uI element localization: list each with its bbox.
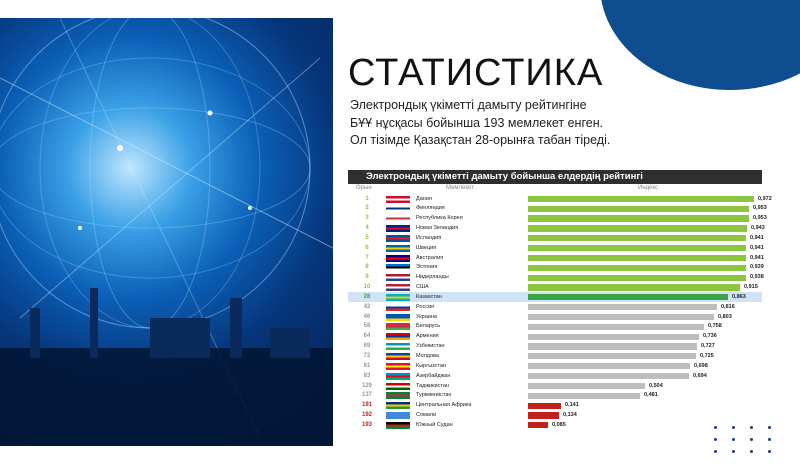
flag-icon [386,383,410,390]
table-row [348,312,762,322]
decor-dot [768,438,771,441]
index-bar [528,363,690,369]
row-rank: 192 [361,412,372,419]
table-row [348,224,765,234]
row-rank: 1 [365,195,369,202]
index-bar [528,235,746,241]
row-rank: 42 [363,303,371,310]
table-row [348,273,762,283]
row-rank: 4 [365,225,369,232]
table-row [348,283,762,293]
decor-dot [732,438,735,441]
index-value: 0,941 [750,254,764,261]
decor-dot [750,438,753,441]
index-value: 0,141 [565,402,579,409]
table-row [348,391,762,401]
decor-dot [768,450,771,453]
row-country: Центральная Африка [416,402,472,409]
row-rank: 8 [365,264,369,271]
row-country: Сомали [416,412,437,419]
row-country: Новая Зеландия [416,225,459,232]
row-country: Кыргызстан [416,362,446,369]
index-bar [528,373,689,379]
index-bar [528,412,559,418]
table-row [348,332,762,342]
index-bar [528,422,548,428]
subtitle-line: Электрондық үкіметті дамыту рейтингіне [350,98,587,112]
row-country: Южный Судан [416,421,453,428]
index-value: 0,725 [700,353,714,359]
flag-icon [386,215,410,222]
table-header [348,184,762,194]
flag-icon [386,284,410,291]
index-value: 0,803 [718,313,732,320]
row-rank: 193 [361,421,372,428]
row-rank: 191 [361,402,372,409]
flag-icon [386,343,410,350]
index-value: 0,481 [644,392,658,399]
decor-dot [750,426,753,429]
decor-dot [768,426,771,429]
row-rank: 6 [365,244,369,251]
index-value: 0,698 [694,362,708,369]
index-value: 0,758 [708,323,722,330]
row-rank: 129 [361,382,372,389]
flag-icon [386,225,410,232]
col-rank-header: Орын [356,185,372,191]
row-rank: 2 [365,205,369,212]
index-value: 0,504 [649,382,663,389]
row-rank: 83 [363,372,371,379]
table-row [348,342,762,352]
index-value: 0,915 [744,284,758,291]
table-body [348,194,772,430]
flag-icon [386,363,410,370]
row-country: Швеция [416,244,437,251]
index-bar [528,225,747,231]
flag-icon [386,422,410,429]
table-row [348,381,762,391]
index-value: 0,727 [701,343,715,350]
flag-icon [386,235,410,242]
row-country: Туркменистан [416,392,452,399]
index-value: 0,941 [750,244,764,251]
table-row [348,243,762,253]
index-bar [528,196,754,202]
globe-network-photo [0,18,333,446]
row-rank: 10 [363,284,371,291]
index-bar [528,343,697,349]
index-value: 0,938 [750,274,764,281]
table-row [348,420,762,430]
index-bar [528,275,746,281]
row-rank: 5 [365,234,369,241]
table-row [348,401,762,411]
flag-icon [386,196,410,203]
table-row [348,214,767,224]
flag-icon [386,333,410,340]
row-country: Эстония [416,264,438,271]
flag-icon [386,255,410,262]
index-bar [528,215,749,221]
index-bar [528,206,749,212]
flag-icon [386,245,410,252]
index-value: 0,816 [721,303,735,310]
table-row [348,411,762,421]
table-row [348,233,762,243]
index-value: 0,943 [751,225,765,232]
flag-icon [386,373,410,380]
decor-dot [714,450,717,453]
decor-dot [714,426,717,429]
row-rank: 7 [365,254,369,261]
decor-dot [750,450,753,453]
table-row [348,322,762,332]
index-bar [528,334,699,340]
row-rank: 69 [363,343,371,350]
row-country: Дания [416,195,432,202]
index-value: 0,863 [732,293,746,300]
index-bar [528,403,561,409]
row-rank: 28 [363,293,371,300]
index-value: 0,736 [703,333,717,340]
index-bar [528,255,746,261]
row-rank: 64 [363,333,371,340]
flag-icon [386,274,410,281]
table-title: Электрондық үкіметті дамыту бойынша елдердің рейтингі [348,170,762,184]
index-value: 0,953 [753,205,767,212]
index-value: 0,939 [750,264,764,271]
index-bar [528,383,645,389]
decor-dot [732,426,735,429]
rating-table [348,170,772,434]
globe-illustration [0,18,333,446]
subtitle-line: БҰҰ нұсқасы бойынша 193 мемлекет енген. [350,115,604,130]
row-rank: 46 [363,313,371,320]
flag-icon [386,323,410,330]
row-country: Беларусь [416,323,441,330]
row-rank: 9 [365,274,369,281]
decor-dot [732,450,735,453]
index-bar [528,314,714,320]
index-bar [528,353,696,359]
row-country: Украина [416,313,437,320]
col-country-header: Мемлекет [446,185,474,191]
table-row [348,253,762,263]
table-row [348,352,762,362]
table-row [348,263,762,273]
index-value: 0,085 [552,421,566,428]
index-value: 0,953 [753,215,767,222]
index-bar [528,245,746,251]
dot-pattern-decoration [714,426,784,456]
index-bar [528,304,717,310]
index-value: 0,941 [750,234,764,241]
corner-decoration [600,0,800,90]
row-country: Узбекистан [416,343,445,350]
row-country: США [416,284,429,291]
row-country: Финляндия [416,205,445,212]
flag-icon [386,304,410,311]
flag-icon [386,402,410,409]
row-country: Казахстан [416,293,442,300]
row-country: Азербайджан [416,372,451,379]
table-row [348,302,762,312]
index-bar [528,294,728,300]
row-country: Таджикистан [416,382,449,389]
decor-dot [714,438,717,441]
flag-icon [386,294,410,301]
row-country: Австралия [416,254,444,261]
index-bar [528,393,640,399]
row-country: Россия [416,303,435,310]
row-rank: 3 [365,215,369,222]
table-row [348,292,762,302]
row-rank: 72 [363,353,371,359]
row-country: Армения [416,333,439,340]
table-row [348,204,767,214]
table-row [348,194,772,204]
col-index-header: Индекс [638,185,659,191]
flag-icon [386,264,410,271]
row-rank: 137 [361,392,372,399]
index-bar [528,324,704,330]
subtitle-line: Ол тізімде Қазақстан 28-орынға табан тіреді. [350,133,611,147]
index-value: 0,694 [693,372,707,379]
index-value: 0,134 [563,412,577,419]
row-country: Нидерланды [416,274,449,281]
row-rank: 81 [363,362,371,369]
flag-icon [386,353,410,360]
row-country: Республика Корея [416,215,463,222]
row-country: Исландия [416,234,442,241]
index-bar [528,265,746,271]
table-row [348,361,762,371]
flag-icon [386,205,410,212]
index-bar [528,284,740,290]
row-rank: 58 [363,323,371,330]
table-row [348,371,762,381]
row-country: Молдова [416,353,439,359]
flag-icon [386,412,410,419]
slide-subtitle [350,97,770,150]
flag-icon [386,314,410,321]
index-value: 0,972 [758,195,772,202]
slide-title: СТАТИСТИКА [348,52,604,94]
flag-icon [386,392,410,399]
